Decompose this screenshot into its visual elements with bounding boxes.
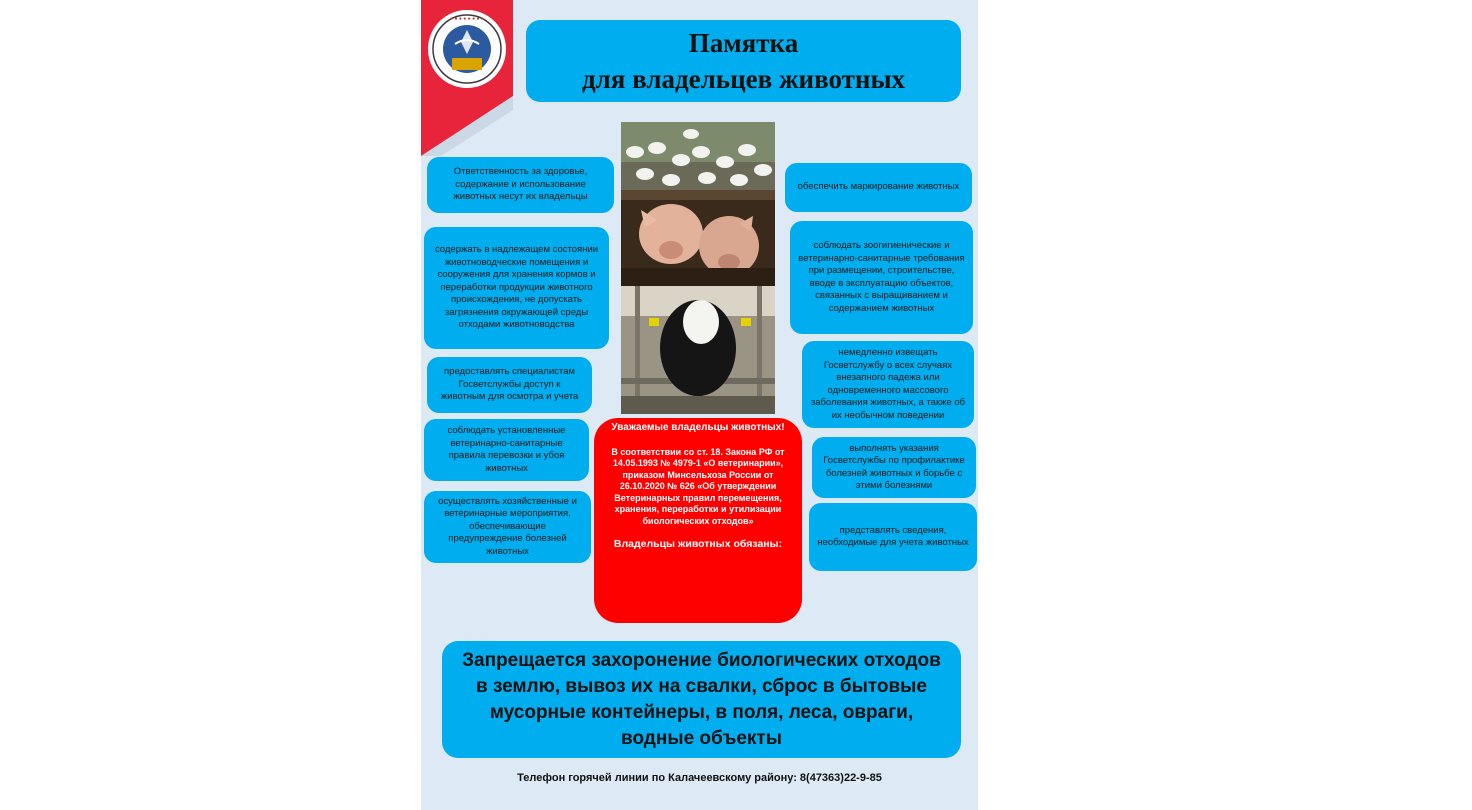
title-banner (526, 20, 961, 102)
legal-basis-text: В соответствии со ст. 18. Закона РФ от 14.05.1993 № 4979-1 «О ветеринарии», приказом Минсельхоза России от 26.10.2020 № 626 «Об утверждении Ветеринарных правил перемещения, хранения, переработки и утилизации биологических отходов» (611, 446, 785, 527)
left-box-1: Ответственность за здоровье, содержание и использование животных несут их владельцы (427, 157, 614, 213)
right-box-2: соблюдать зоогигиенические и ветеринарно-санитарные требования при размещении, строительстве, вводе в эксплуатацию объектов, связанных с выращиванием и содержанием животных (790, 221, 973, 334)
svg-text:● ● ● ● ● ● ● ●: ● ● ● ● ● ● ● ● (450, 16, 484, 22)
left-box-2: содержать в надлежащем состоянии животноводческие помещения и сооружения для хранения кормов и переработки продукции животного происхождения, не допускать загрязнения окружающей среды отходами животноводства (424, 227, 609, 349)
legal-basis-box (594, 418, 802, 623)
photo-ducks (621, 122, 775, 190)
photo-cow (621, 286, 775, 414)
title-line-2: для владельцев животных (581, 64, 906, 94)
right-box-5: представлять сведения, необходимые для учета животных (809, 503, 977, 571)
right-box-3: немедленно извещать Госветслужбу о всех случаях внезапного падежа или одновременного массового заболевания животных, а также об их необычном поведении (802, 341, 974, 428)
left-box-3: предоставлять специалистам Госветслужбы доступ к животным для осмотра и учета (427, 357, 592, 413)
left-box-4: соблюдать установленные ветеринарно-санитарные правила перевозки и убоя животных (424, 419, 589, 481)
right-box-1: обеспечить маркирование животных (785, 163, 972, 212)
obligations-heading: Владельцы животных обязаны: (613, 537, 783, 550)
vet-service-emblem-icon (427, 6, 507, 92)
title-line-1: Памятка (688, 28, 799, 58)
left-box-5: осуществлять хозяйственные и ветеринарные мероприятия, обеспечивающие предупреждение болезней животных (424, 491, 591, 563)
right-box-4: выполнять указания Госветслужбы по профилактике болезней животных и борьбе с этими болезнями (812, 437, 976, 498)
hotline-phone: Телефон горячей линии по Калачеевскому району: 8(47363)22-9-85 (517, 772, 882, 784)
blank-area (0, 0, 421, 810)
prohibition-notice: Запрещается захоронение биологических отходов в землю, вывоз их на свалки, сброс в бытовые мусорные контейнеры, в поля, леса, овраги, водные объекты (442, 641, 961, 758)
photo-pigs (621, 190, 775, 286)
greeting-heading: Уважаемые владельцы животных! (611, 422, 785, 433)
poster (421, 0, 978, 810)
